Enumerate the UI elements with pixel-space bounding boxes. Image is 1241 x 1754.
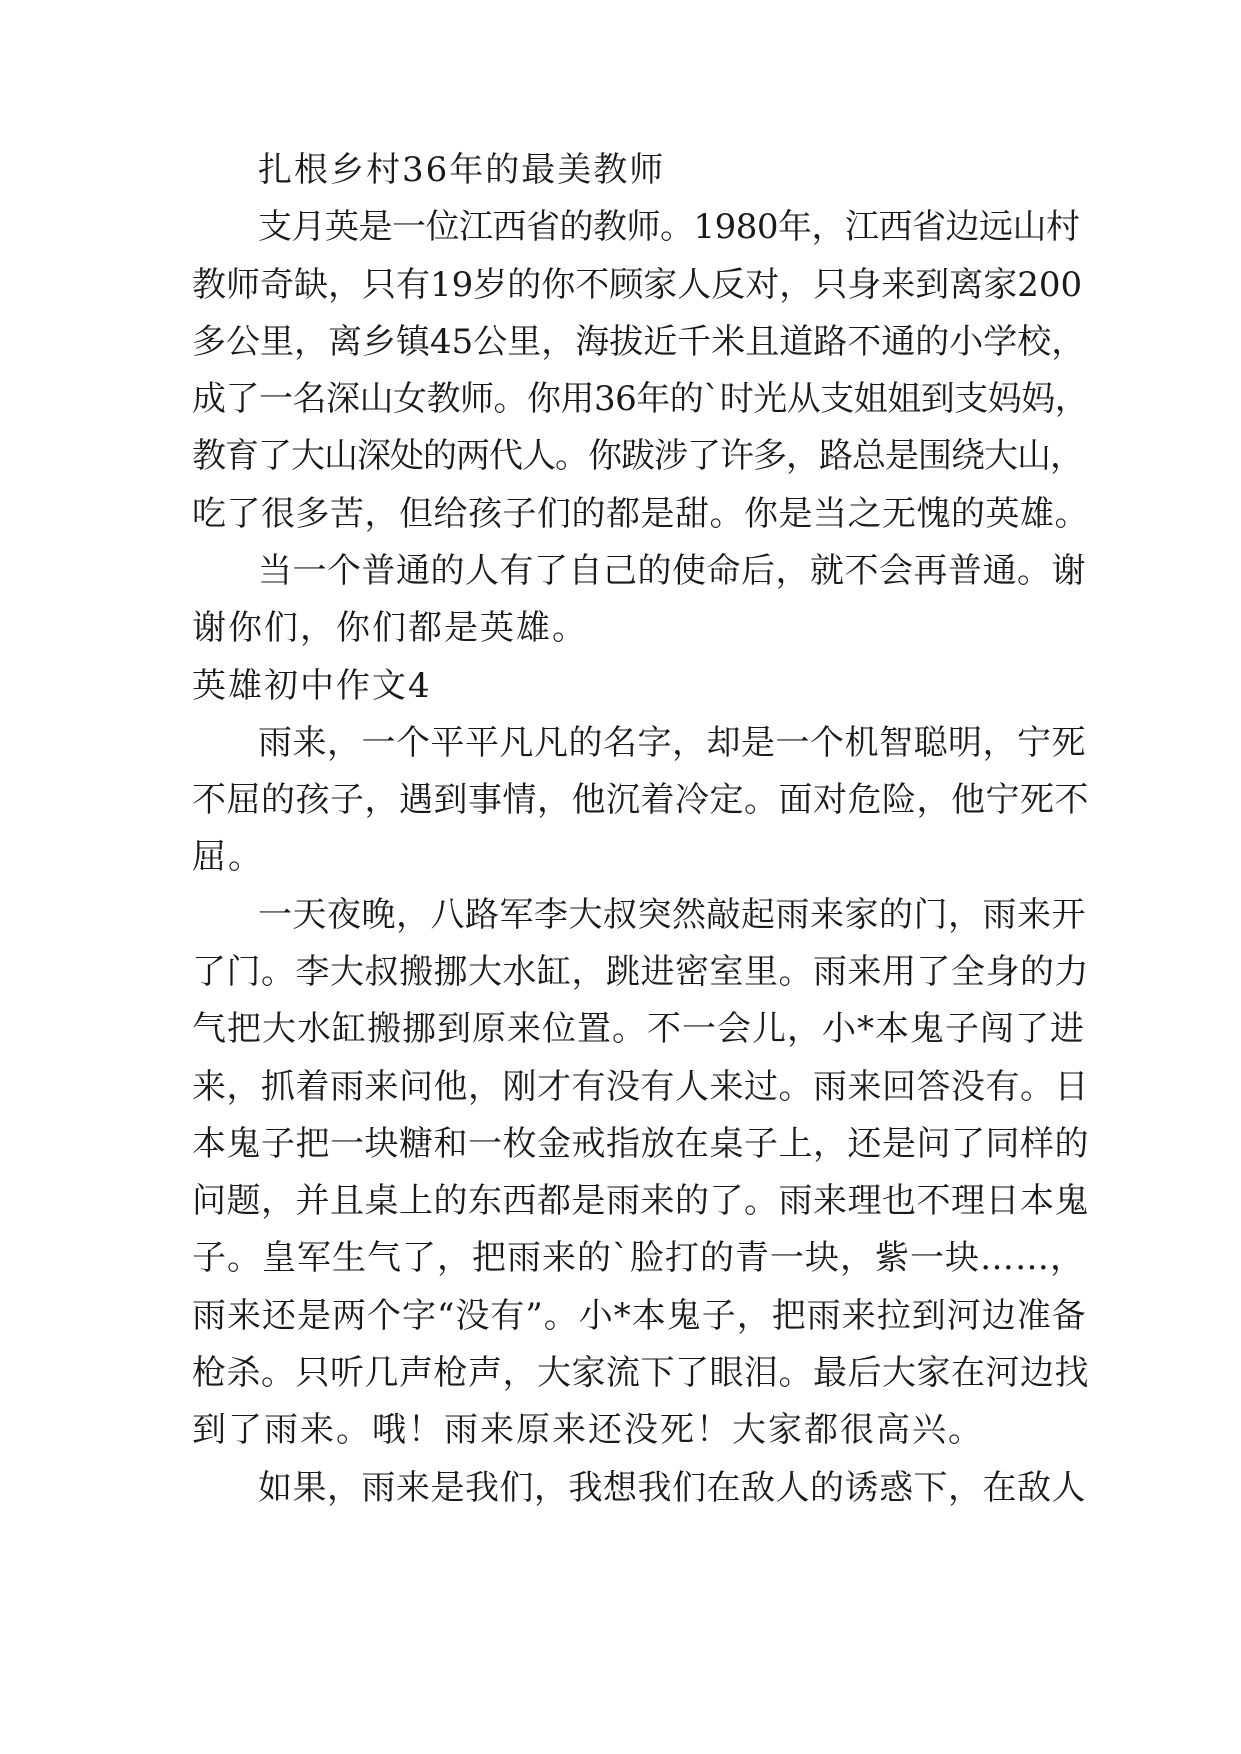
paragraph-line: 吃了很多苦，但给孩子们的都是甜。你是当之无愧的英雄。 (192, 494, 1089, 534)
paragraph-line: 如果，雨来是我们，我想我们在敌人的诱惑下，在敌人 (258, 1468, 1086, 1508)
paragraph-line: 雨来还是两个字“没有”。小*本鬼子，把雨来拉到河边准备 (192, 1296, 1087, 1336)
paragraph-line: 教育了大山深处的两代人。你跋涉了许多，路总是围绕大山， (192, 436, 1083, 476)
paragraph-line: 气把大水缸搬挪到原来位置。不一会儿，小*本鬼子闯了进 (192, 1009, 1085, 1049)
paragraph-line: 不屈的孩子，遇到事情，他沉着冷定。面对危险，他宁死不 (192, 780, 1089, 820)
paragraph-line: 子。皇军生气了，把雨来的`脸打的青一块，紫一块……， (192, 1238, 1085, 1278)
paragraph-line: 支月英是一位江西省的教师。1980年，江西省边远山村 (258, 207, 1080, 247)
paragraph-line: 问题，并且桌上的东西都是雨来的了。雨来理也不理日本鬼 (192, 1181, 1089, 1221)
paragraph-line: 本鬼子把一块糖和一枚金戒指放在桌子上，还是问了同样的 (192, 1124, 1089, 1164)
paragraph-line: 成了一名深山女教师。你用36年的`时光从支姐姐到支妈妈， (192, 379, 1089, 419)
paragraph-line: 到了雨来。哦！雨来原来还没死！大家都很高兴。 (192, 1410, 984, 1450)
paragraph-line: 枪杀。只听几声枪声，大家流下了眼泪。最后大家在河边找 (192, 1353, 1089, 1393)
section-title: 扎根乡村36年的最美教师 (258, 150, 666, 190)
paragraph-line: 雨来，一个平平凡凡的名字，却是一个机智聪明，宁死 (258, 723, 1086, 763)
paragraph-line: 教师奇缺，只有19岁的你不顾家人反对，只身来到离家200 (192, 265, 1083, 305)
paragraph-line: 了门。李大叔搬挪大水缸，跳进密室里。雨来用了全身的力 (192, 952, 1089, 992)
section-heading: 英雄初中作文4 (192, 666, 432, 706)
paragraph-line: 一天夜晚，八路军李大叔突然敲起雨来家的门，雨来开 (258, 895, 1086, 935)
paragraph-line: 多公里，离乡镇45公里，海拔近千米且道路不通的小学校， (192, 322, 1086, 362)
paragraph-line: 当一个普通的人有了自己的使命后，就不会再普通。谢 (258, 551, 1086, 591)
paragraph-line: 来，抓着雨来问他，刚才有没有人来过。雨来回答没有。日 (192, 1067, 1089, 1107)
paragraph-line: 谢你们，你们都是英雄。 (192, 608, 588, 648)
paragraph-line: 屈。 (192, 837, 264, 877)
